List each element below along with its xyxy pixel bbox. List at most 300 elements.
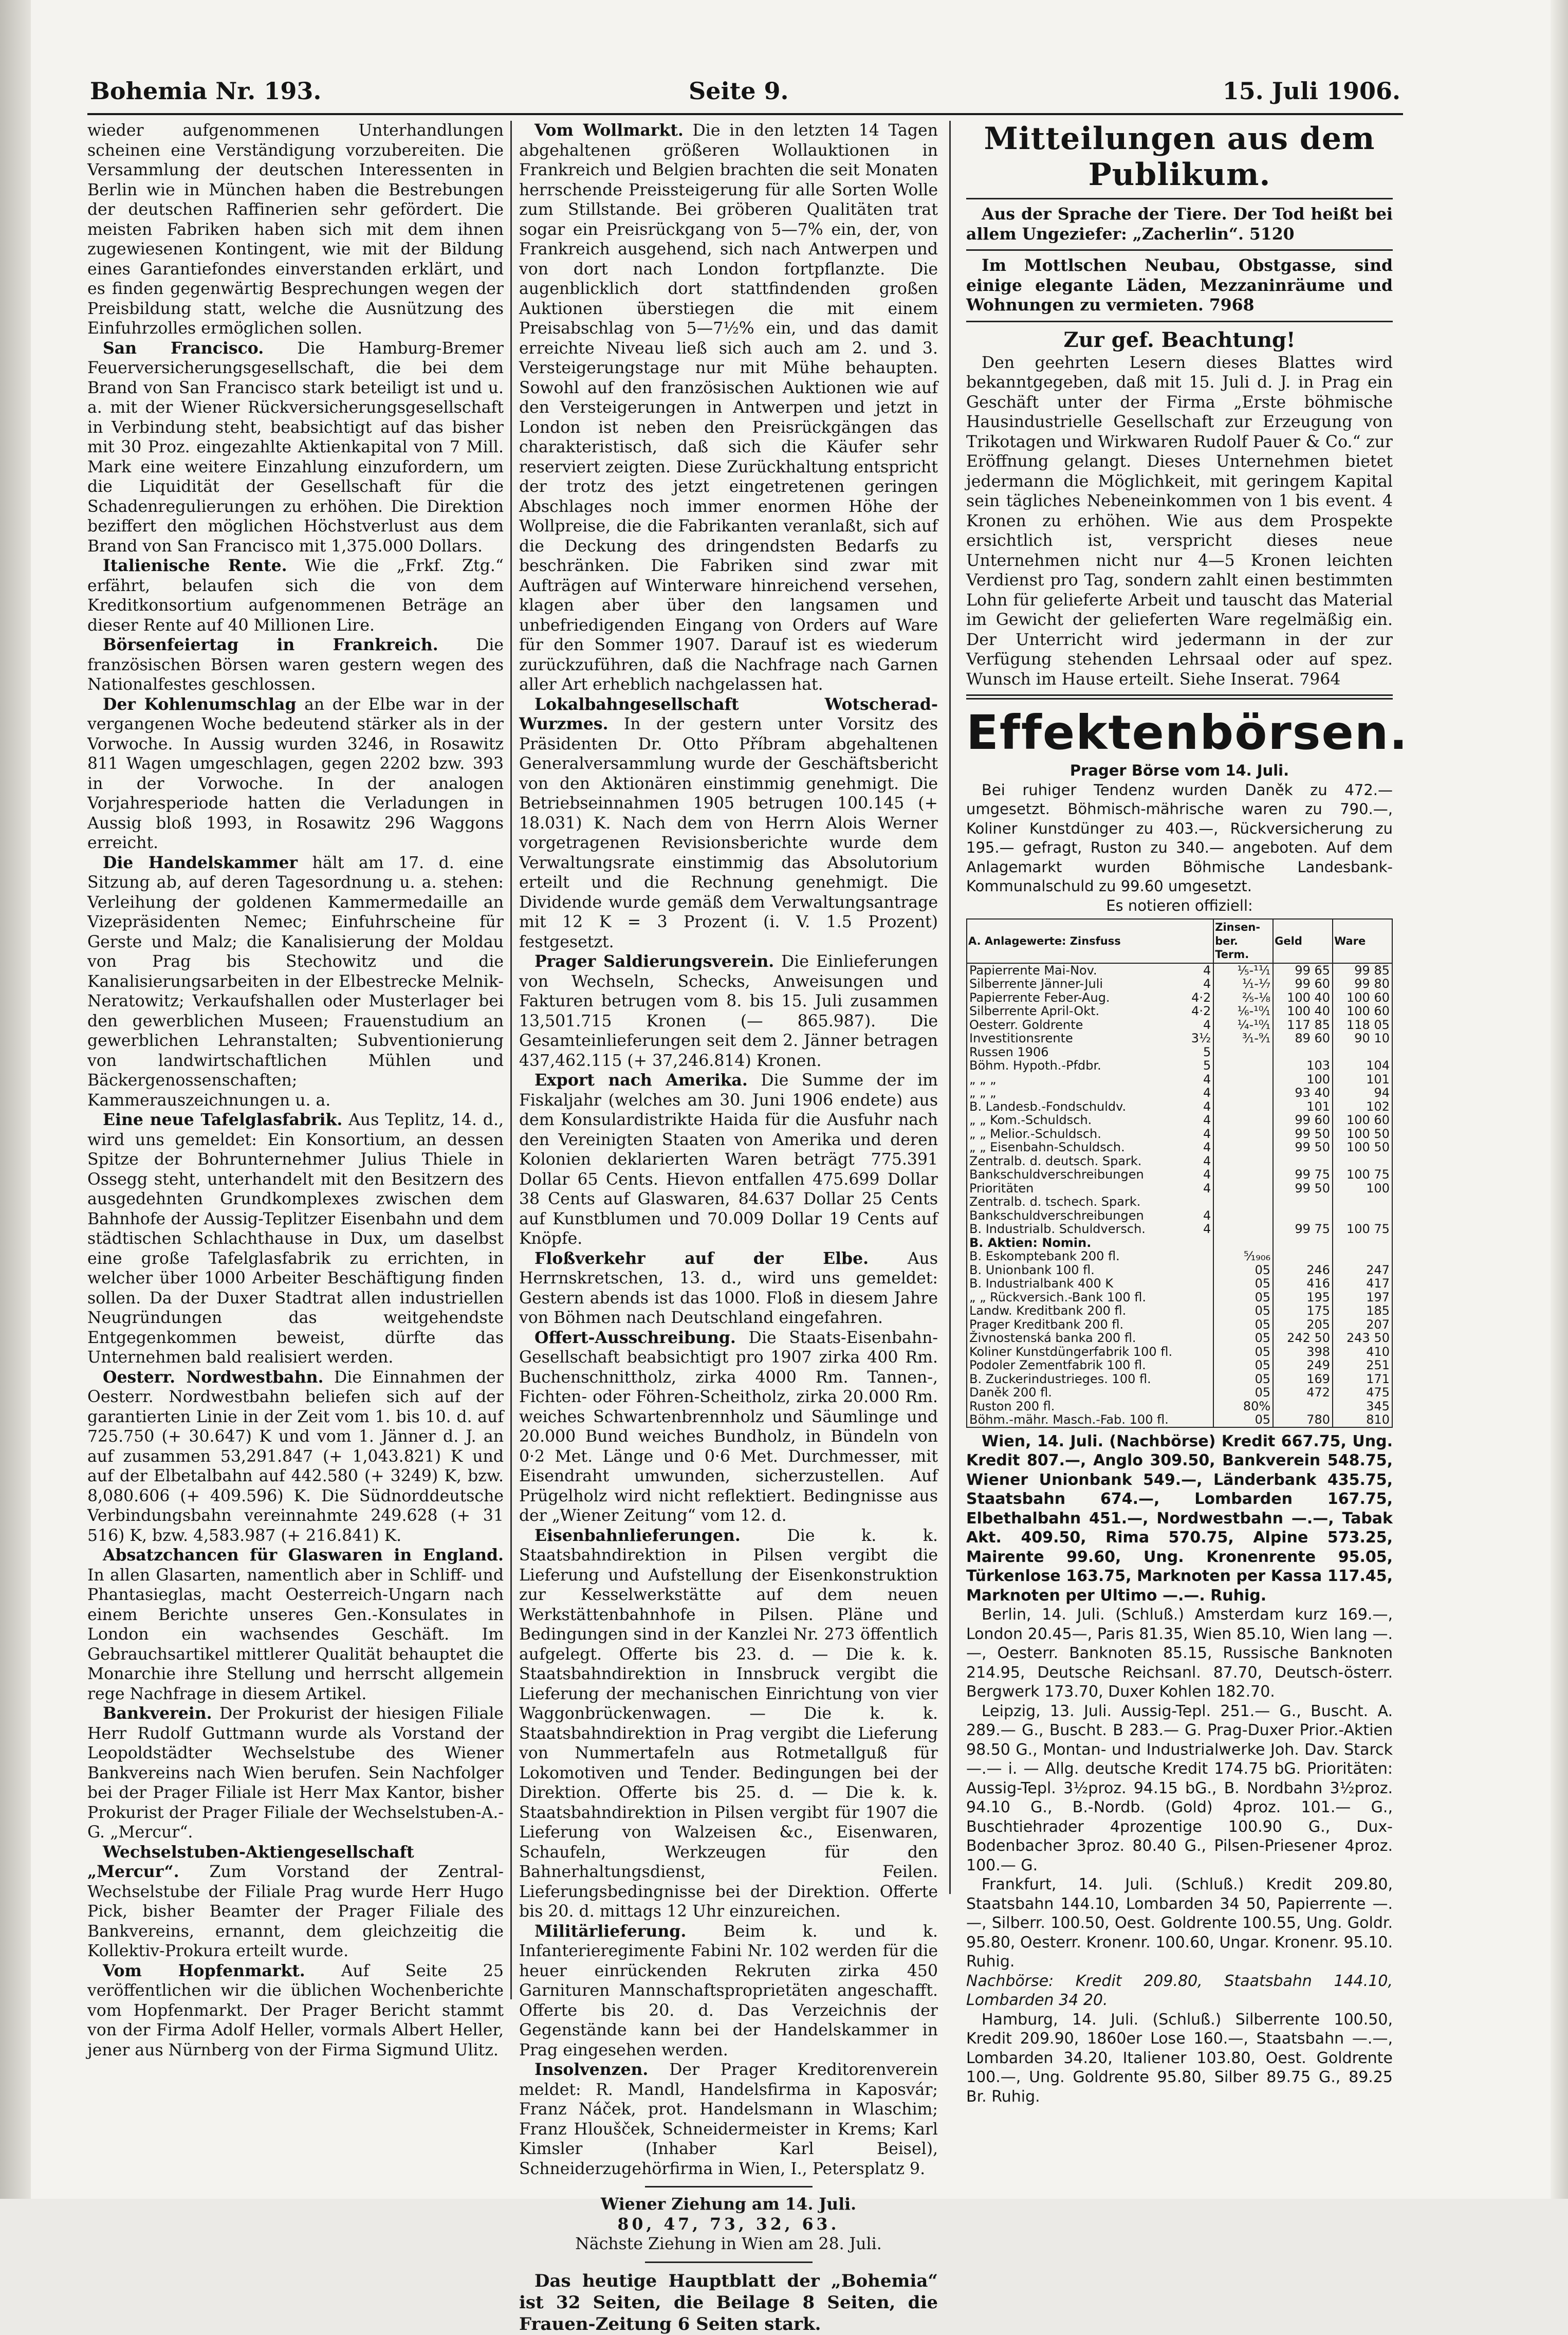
news-item — [519, 952, 938, 1071]
quote-geld: 100 40 — [1273, 991, 1333, 1005]
news-item — [87, 1368, 504, 1546]
quote-interest-rate: 4·2 — [1191, 990, 1211, 1005]
quote-security: „ „ „ — [969, 1086, 997, 1100]
news-item-heading: Börsenfeiertag in Frankreich. — [103, 635, 438, 654]
quote-interest-rate: 4 — [1203, 963, 1211, 978]
quote-security: Böhm. Hypoth.-Pfdbr. — [969, 1058, 1101, 1073]
quote-geld: 101 — [1273, 1100, 1333, 1114]
quote-ware: 94 — [1333, 1086, 1392, 1100]
quote-interest-rate: 4 — [1203, 1072, 1211, 1087]
quote-interest-rate: 4·2 — [1191, 1004, 1211, 1018]
quote-row — [967, 1372, 1392, 1386]
news-item — [519, 1328, 938, 1526]
quote-interest-rate: 4 — [1203, 1086, 1211, 1100]
quote-geld — [1273, 1154, 1333, 1168]
lottery-next: Nächste Ziehung in Wien am 28. Juli. — [575, 2235, 882, 2253]
vienna-exchange-report: Wien, 14. Juli. (Nachbörse) Kredit 667.75, Ung. Kredit 807.—, Anglo 309.50, Bankverein 548.75, Wiener Unionbank 549.—, Länderbank 435.75, Staatsbahn 674.—, Lombarden 167.75, Elbethalbahn 451.—, Nordwestbahn —.—, Tabak Akt. 409.50, Rima 570.75, Alpine 573.25, Mairente 99.60, Ung. Kronenrente 95.05, Türkenlose 163.75, Marknoten per Kassa 117.45, Marknoten per Ultimo —.—. Ruhig. — [966, 1432, 1393, 1605]
quote-geld: 205 — [1273, 1318, 1333, 1332]
quote-geld: 99 75 — [1273, 1222, 1333, 1236]
quote-ware: 810 — [1333, 1413, 1392, 1427]
quote-name — [967, 1358, 1213, 1372]
divider — [966, 198, 1393, 199]
divider — [966, 249, 1393, 251]
quote-row — [967, 1345, 1392, 1359]
news-item-body: hält am 17. d. eine Sitzung ab, auf deren Tagesordnung u. a. stehen: Verleihung der goldenen Kammermedaille an Vizepräsidenten Nemec; Einfuhrscheine für Gerste und Malz; die Kanalisierung der Moldau von Prag bis Stechowitz und die Kanalisierungsarbeiten in der Elbestrecke Melnik-Neratowitz; Verkaufshallen oder Musterlager bei den gewerblichen Museen; Frauenstudium an gewerblichen Lehranstalten; Subventionierung von landwirtschaftlichen Mühlen und Bäckergenossenschaften; Kammerauszeichnungen u. a. — [87, 853, 504, 1110]
quote-term: ³⁄₁-⁹⁄₁ — [1213, 1032, 1273, 1045]
quote-term: ⅕-¹¹⁄₁ — [1213, 963, 1273, 978]
quote-interest-rate: 4 — [1203, 1099, 1211, 1114]
quote-term: 05 — [1213, 1372, 1273, 1386]
ad-mottl-neubau: Im Mottlschen Neubau, Obstgasse, sind einige elegante Läden, Mezzaninräume und Wohnungen zu vermieten. 7968 — [966, 256, 1393, 315]
news-item-body: Die in den letzten 14 Tagen abgehaltenen größeren Wollauktionen in Frankreich und Belgien brachten die seit Monaten herrschende Preissteigerung für alle Sorten Wolle zum Stillstande. Bei gröberen Qualitäten trat sogar ein Preisrückgang von 5—7% ein, der, von Frankreich ausgehend, sich nach Antwerpen und von dort nach London fortpflanzte. Die augenblicklich dort stattfindenden großen Auktionen überstiegen die mit einem Preisabschlag von 5—7½% ein, und das damit erreichte Niveau ließ sich auch am 2. und 3. Versteigerungstage nur mit Mühe behaupten. Sowohl auf den französischen Auktionen wie auf den Versteigerungen in Antwerpen und jetzt in London ist neben den Preisrückgängen das charakteristisch, daß sich die Käufer sehr reserviert zeigten. Diese Zurückhaltung entspricht der trotz des jetzt eingetretenen geringen Abschlages noch immer enormen Höhe der Wollpreise, die die Fabrikanten veranlaßt, sich auf die Deckung des dringendsten Bedarfs zu beschränken. Die Fabriken sind zwar mit Aufträgen auf Winterware hinreichend versehen, klagen aber über den langsamen und unbefriedigenden Eingang von Orders auf Ware für den Sommer 1907. Darauf ist es wiederum zurückzuführen, daß die Nachfrage nach Garnen aller Art erheblich nachgelassen hat. — [519, 121, 938, 694]
quote-ware: 100 60 — [1333, 991, 1392, 1005]
quote-name — [967, 1018, 1213, 1032]
quote-term — [1213, 1168, 1273, 1182]
quote-ware: 247 — [1333, 1263, 1392, 1277]
news-item-body: Die Summe der im Fiskaljahr (welches am 30. Juni 1906 endete) aus dem Konsulardistrikte Haida für die Ausfuhr nach den Vereinigten Staaten von Amerika und deren Kolonien deklarierten Waren beträgt 775.391 Dollar 65 Cents. Hievon entfallen 475.699 Dollar 38 Cents auf Glaswaren, 84.637 Dollar 25 Cents auf Kunstblumen und 70.009 Dollar 19 Cents auf Knöpfe. — [519, 1071, 938, 1248]
quote-geld: 117 85 — [1273, 1018, 1333, 1032]
news-item-body: Die Einnahmen der Oesterr. Nordwestbahn beliefen sich auf der garantierten Linie in der Zeit vom 1. bis 10. d. auf 725.750 (+ 30.647) K und vom 1. Jänner d. J. an auf zusammen 53,291.847 (+ 1,043.821) K und auf der Elbetalbahn auf 442.580 (+ 3249) K, bzw. 8,080.606 (+ 409.596) K. Die Südnorddeutsche Verbindungsbahn vereinnahmte 249.628 (+ 31 516) K, bzw. 4,583.987 (+ 216.841) K. — [87, 1368, 504, 1545]
quote-row — [967, 1249, 1392, 1263]
quote-security: Prager Kreditbank 200 fl. — [969, 1317, 1124, 1332]
quote-name — [967, 1400, 1213, 1413]
prague-exchange-report: Bei ruhiger Tendenz wurden Daněk zu 472.— umgesetzt. Böhmisch-mährische waren zu 790.—, Koliner Kunstdünger zu 403.—, Rückversicherung zu 195.— gefragt, Ruston zu 340.— angeboten. Auf dem Anlagemarkt wurden Böhmische Landesbank-Kommunalschuld zu 99.60 umgesetzt. — [966, 781, 1393, 895]
issue-date: 15. Juli 1906. — [1222, 77, 1400, 105]
quote-geld: 472 — [1273, 1386, 1333, 1400]
news-item-heading: Eisenbahnlieferungen. — [534, 1525, 741, 1545]
quote-geld: 99 50 — [1273, 1182, 1333, 1196]
news-item-heading: Insolvenzen. — [534, 2060, 649, 2079]
quote-security: Böhm.-mähr. Masch.-Fab. 100 fl. — [969, 1412, 1169, 1427]
official-quotes-caption: Es notieren offiziell: — [1106, 896, 1253, 914]
quote-term: 05 — [1213, 1358, 1273, 1372]
quote-name — [967, 1413, 1213, 1427]
quote-ware: 100 — [1333, 1182, 1392, 1196]
quote-ware: 100 60 — [1333, 1113, 1392, 1127]
quote-row — [967, 1182, 1392, 1196]
column-2 — [519, 121, 938, 2334]
quote-geld: 169 — [1273, 1372, 1333, 1386]
quotes-header-ware: Ware — [1333, 919, 1392, 963]
news-item — [519, 1526, 938, 1922]
quote-row — [967, 1209, 1392, 1223]
quote-name — [967, 1045, 1213, 1059]
quote-geld: 100 40 — [1273, 1004, 1333, 1018]
column-divider — [949, 121, 951, 1894]
quote-interest-rate: 4 — [1203, 977, 1211, 991]
header-rule — [87, 113, 1403, 115]
quote-geld: 99 75 — [1273, 1168, 1333, 1182]
quote-term — [1213, 1073, 1273, 1087]
quote-ware — [1333, 1249, 1392, 1263]
quote-name — [967, 1073, 1213, 1087]
news-item — [519, 1922, 938, 2061]
quotes-header-term: Zinsen-ber. Term. — [1213, 919, 1273, 963]
quote-name — [967, 977, 1213, 991]
quote-row — [967, 1222, 1392, 1236]
section-title-effektenboersen: Effektenbörsen. — [966, 705, 1409, 760]
quote-geld: 195 — [1273, 1291, 1333, 1304]
quote-ware: 345 — [1333, 1400, 1392, 1413]
quote-ware: 101 — [1333, 1073, 1392, 1087]
quote-name — [967, 1209, 1213, 1223]
quote-ware: 207 — [1333, 1318, 1392, 1332]
column-3 — [966, 121, 1409, 2106]
quote-name — [967, 963, 1213, 978]
quote-security: Investitionsrente — [969, 1031, 1073, 1045]
quote-name — [967, 991, 1213, 1005]
quote-name — [967, 1345, 1213, 1359]
news-item-body: Zum Vorstand der Zentral-Wechselstube der Filiale Prag wurde Herr Hugo Pick, bisher Beamter der Prager Filiale des Bankvereins, ernannt, dem gleichzeitig die Kollektiv-Prokura erteilt wurde. — [87, 1863, 504, 1960]
quote-security: Podoler Zementfabrik 100 fl. — [969, 1358, 1146, 1372]
news-item — [87, 556, 504, 635]
news-item-body: Wie die „Frkf. Ztg.“ erfährt, belaufen sich die von dem Kreditkonsortium aufgenommenen Beträge an dieser Rente auf 40 Millionen Lire. — [87, 557, 504, 635]
quote-ware: 99 85 — [1333, 963, 1392, 978]
news-item-heading: Offert-Ausschreibung. — [534, 1328, 736, 1347]
quote-term — [1213, 1141, 1273, 1154]
quote-name — [967, 1331, 1213, 1345]
frankfurt-exchange-report: Frankfurt, 14. Juli. (Schluß.) Kredit 209.80, Staatsbahn 144.10, Lombarden 34 50, Papierrente —.—, Silberr. 100.50, Oest. Goldrente 100.55, Ung. Goldr. 95.80, Oesterr. Kronenr. 100.60, Ungar. Kronenr. 95.10. Ruhig. — [966, 1876, 1393, 1971]
news-item — [87, 1843, 504, 1961]
quote-name — [967, 1304, 1213, 1318]
news-item — [87, 853, 504, 1111]
quote-term: ⁵⁄₁₉₀₆ — [1213, 1249, 1273, 1263]
quote-term: ⅙-¹⁰⁄₁ — [1213, 1004, 1273, 1018]
quote-geld — [1273, 1209, 1333, 1223]
news-item-body: Die Staats-Eisenbahn-Gesellschaft beabsichtigt pro 1907 zirka 400 Rm. Buchenschnittholz, zirka 4000 Rm. Tannen-, Fichten- oder Föhren-Scheitholz, zirka 20.000 Rm. weiches Schwartenbrennholz und Säumlinge und 20.000 Bund weiches Bundholz, in Bündeln von 0·2 Met. Länge und 0·6 Met. Durchmesser, mit Eisendraht umwunden, sicherzustellen. Auf Prügelholz wird nicht reflektiert. Bedingnisse aus der „Wiener Zeitung“ vom 12. d. — [519, 1328, 938, 1525]
frankfurt-after-hours: Nachbörse: Kredit 209.80, Staatsbahn 144.10, Lombarden 34 20. — [966, 1972, 1393, 2009]
quote-row — [967, 1331, 1392, 1345]
leipzig-exchange-report: Leipzig, 13. Juli. Aussig-Tepl. 251.— G., Buscht. A. 289.— G., Buscht. B 283.— G. Prag-Duxer Prior.-Aktien 98.50 G., Montan- und Industrialwerke Joh. Dav. Starck —.— i. — Allg. deutsche Kredit 174.75 bG. Prioritäten: Aussig-Tepl. 3½proz. 94.15 bG., B. Nordbahn 3½proz. 94.10 G., B.-Nordb. (Gold) 4proz. 101.— G., Buschtiehrader 4prozentige 100.90 G., Dux-Bodenbacher 3proz. 80.40 G., Pilsen-Priesener 4proz. 100.— G. — [966, 1702, 1393, 1874]
quote-term — [1213, 1209, 1273, 1223]
news-item-heading: Die Handelskammer — [103, 853, 298, 872]
quote-interest-rate: 3½ — [1191, 1031, 1211, 1045]
quote-interest-rate: 5 — [1203, 1044, 1211, 1059]
quote-row — [967, 1045, 1392, 1059]
quote-row — [967, 1195, 1392, 1209]
quote-security: „ „ Kom.-Schuldsch. — [969, 1113, 1092, 1127]
quote-term: ¹⁄₁-⅐ — [1213, 977, 1273, 991]
news-item-heading: San Francisco. — [103, 338, 264, 358]
quote-row — [967, 1127, 1392, 1141]
quote-row — [967, 1113, 1392, 1127]
news-item — [87, 695, 504, 853]
news-item — [519, 1249, 938, 1328]
lottery-title: Wiener Ziehung am 14. Juli. — [600, 2195, 857, 2214]
quote-ware — [1333, 1236, 1392, 1250]
quote-security: Živnostenská banka 200 fl. — [969, 1331, 1136, 1345]
quote-security: Bankschuldverschreibungen — [969, 1167, 1144, 1182]
quote-row — [967, 1318, 1392, 1332]
issue-number: Bohemia Nr. 193. — [90, 77, 322, 105]
quote-name — [967, 1154, 1213, 1168]
quote-ware: 100 50 — [1333, 1127, 1392, 1141]
quote-ware: 102 — [1333, 1100, 1392, 1114]
quote-name — [967, 1318, 1213, 1332]
quote-interest-rate: 4 — [1203, 1153, 1211, 1168]
news-item-heading: Oesterr. Nordwestbahn. — [103, 1367, 324, 1387]
quote-security: „ „ Eisenbahn-Schuldsch. — [969, 1140, 1125, 1154]
quote-name — [967, 1372, 1213, 1386]
news-item — [87, 1704, 504, 1843]
quote-security: Bankschuldverschreibungen — [969, 1208, 1144, 1223]
quote-term — [1213, 1222, 1273, 1236]
divider — [645, 2186, 813, 2187]
quote-interest-rate: 4 — [1203, 1113, 1211, 1127]
news-item-heading: Export nach Amerika. — [534, 1071, 748, 1090]
quote-ware: 118 05 — [1333, 1018, 1392, 1032]
quote-row — [967, 1400, 1392, 1413]
section-title-mitteilungen: Mitteilungen aus dem Publikum. — [984, 121, 1375, 193]
news-item-body: In der gestern unter Vorsitz des Präsidenten Dr. Otto Příbram abgehaltenen Generalversammlung wurde der Geschäftsbericht von den Aktionären einstimmig genehmigt. Die Betriebseinnahmen 1905 betrugen 100.145 (+ 18.031) K. Nach dem von Herrn Alois Werner vorgetragenen Revisionsberichte wurde dem Verwaltungsrate einstimmig das Absolutorium erteilt und die Rechnung genehmigt. Die Dividende wurde gemäß dem Verwaltungsantrage mit 12 K = 3 Prozent (i. V. 1.5 Prozent) festgesetzt. — [519, 715, 938, 951]
quote-interest-rate: 4 — [1203, 1222, 1211, 1236]
news-item-body: Aus Teplitz, 14. d., wird uns gemeldet: Ein Konsortium, an dessen Spitze der Bohrunternehmer Julius Thiele in Ossegg steht, unterhandelt mit den Besitzern des ausgedehnten Grundkomplexes zwischen dem Bahnhofe der Aussig-Teplitzer Eisenbahn und dem städtischen Schlachthause in Dux, um daselbst eine große Tafelglasfabrik zu errichten, in welcher über 1000 Arbeiter Beschäftigung finden sollen. Da der Duxer Stadtrat allen industriellen Neugründungen das weitgehendste Entgegenkommen beweist, dürfte das Unternehmen bald realisiert werden. — [87, 1111, 504, 1367]
quote-interest-rate: 5 — [1203, 1058, 1211, 1073]
quote-term: ¹⁄₄-¹⁰⁄₁ — [1213, 1018, 1273, 1032]
quote-row — [967, 1168, 1392, 1182]
quote-ware: 100 50 — [1333, 1141, 1392, 1154]
quote-geld — [1273, 1400, 1333, 1413]
quote-security: Silberrente Jänner-Juli — [969, 977, 1103, 991]
quote-interest-rate: 4 — [1203, 1017, 1211, 1032]
quote-name — [967, 1168, 1213, 1182]
quote-row — [967, 1004, 1392, 1018]
news-item — [87, 1961, 504, 2061]
quote-row — [967, 1304, 1392, 1318]
quote-geld: 398 — [1273, 1345, 1333, 1359]
quote-security: Silberrente April-Okt. — [969, 1004, 1100, 1018]
quote-interest-rate: 4 — [1203, 1140, 1211, 1154]
quote-ware: 243 50 — [1333, 1331, 1392, 1345]
news-item-heading: Italienische Rente. — [103, 556, 287, 575]
quote-name — [967, 1386, 1213, 1400]
binding-edge — [0, 0, 31, 2199]
page-number: Seite 9. — [689, 77, 789, 105]
quote-row — [967, 1086, 1392, 1100]
quote-name — [967, 1291, 1213, 1304]
quote-term: 05 — [1213, 1345, 1273, 1359]
quote-security: „ „ Melior.-Schuldsch. — [969, 1126, 1101, 1141]
news-item — [87, 1546, 504, 1704]
lottery-numbers: 80, 47, 73, 32, 63. — [617, 2214, 840, 2234]
quote-security: Ruston 200 fl. — [969, 1399, 1055, 1413]
quote-security: Landw. Kreditbank 200 fl. — [969, 1303, 1127, 1318]
quote-security: Papierrente Mai-Nov. — [969, 963, 1097, 978]
news-item-body: wieder aufgenommenen Unterhandlungen scheinen eine Verständigung vorzubereiten. Die Versammlung der deutschen Interessenten in Berlin wie in München haben die Bestrebungen der deutschen Raffinerien sehr gefördert. Die meisten Fabriken haben sich mit dem ihnen zugewiesenen Kontingent, wie mit der Bildung eines Garantiefondes einverstanden erklärt, und es finden gegenwärtig Besprechungen wegen der Preisbildung statt, welche die Ausnützung des Einfuhrzolles ermöglichen sollen. — [87, 121, 504, 338]
quote-ware: 251 — [1333, 1358, 1392, 1372]
quote-term: 05 — [1213, 1386, 1273, 1400]
quote-ware — [1333, 1154, 1392, 1168]
quote-row — [967, 1141, 1392, 1154]
quote-ware: 417 — [1333, 1277, 1392, 1291]
quote-security: B. Unionbank 100 fl. — [969, 1262, 1095, 1277]
quotes-header-geld: Geld — [1273, 919, 1333, 963]
quote-term — [1213, 1045, 1273, 1059]
quote-term: 05 — [1213, 1304, 1273, 1318]
quote-name — [967, 1263, 1213, 1277]
news-item-body: Die französischen Börsen waren gestern wegen des Nationalfestes geschlossen. — [87, 636, 504, 694]
quote-term: 80% — [1213, 1400, 1273, 1413]
news-item — [87, 1110, 504, 1368]
quote-geld: 246 — [1273, 1263, 1333, 1277]
quote-row — [967, 991, 1392, 1005]
quote-term: 05 — [1213, 1263, 1273, 1277]
news-item-heading: Lokalbahngesellschaft Wotscherad-Wurzmes. — [519, 694, 938, 733]
news-item-heading: Militärlieferung. — [534, 1921, 687, 1941]
news-item-heading: Vom Hopfenmarkt. — [103, 1961, 305, 1980]
quote-row — [967, 1100, 1392, 1114]
quote-geld: 175 — [1273, 1304, 1333, 1318]
quote-term: 05 — [1213, 1291, 1273, 1304]
quote-geld: 99 65 — [1273, 963, 1333, 978]
quote-geld: 99 50 — [1273, 1127, 1333, 1141]
quote-name — [967, 1113, 1213, 1127]
quote-term — [1213, 1086, 1273, 1100]
news-item-body: Die Einlieferungen von Wechseln, Schecks, Anweisungen und Fakturen betrugen vom 8. bis 15. Juli zusammen 13,501.715 Kronen (— 865.987). Die Gesamteinlieferungen seit dem 2. Jänner betragen 437,462.115 (+ 37,246.814) Kronen. — [519, 952, 938, 1070]
news-item-body: an der Elbe war in der vergangenen Woche bedeutend stärker als in der Vorwoche. In Aussig wurden 3246, in Rosawitz 811 Wagen umgeschlagen, gegen 2202 bzw. 393 in der Vorwoche. In der analogen Vorjahresperiode hatten die Verladungen in Aussig bloß 1993, in Rosawitz 296 Waggons erreicht. — [87, 695, 504, 852]
news-item-heading: Bankverein. — [103, 1704, 212, 1723]
quote-ware: 171 — [1333, 1372, 1392, 1386]
quote-geld — [1273, 1045, 1333, 1059]
news-item — [87, 121, 504, 339]
quote-ware: 100 75 — [1333, 1168, 1392, 1182]
quote-ware: 104 — [1333, 1059, 1392, 1073]
quote-geld: 103 — [1273, 1059, 1333, 1073]
quote-row — [967, 963, 1392, 978]
quote-geld: 93 40 — [1273, 1086, 1333, 1100]
news-item — [519, 2060, 938, 2179]
quote-row — [967, 1263, 1392, 1277]
quote-security: „ „ Rückversich.-Bank 100 fl. — [969, 1290, 1146, 1304]
quote-geld — [1273, 1236, 1333, 1250]
column-divider — [510, 121, 512, 1999]
quote-security: B. Zuckerindustrieges. 100 fl. — [969, 1371, 1151, 1386]
quote-row — [967, 1018, 1392, 1032]
news-item-body: Die Hamburg-Bremer Feuerversicherungsgesellschaft, die bei dem Brand von San Francisco stark beteiligt ist und u. a. mit der Wiener Rückversicherungsgesellschaft in Verbindung steht, beabsichtigt auf das bisher mit 30 Proz. eingezahlte Aktienkapital von 7 Mill. Mark eine weitere Einzahlung einzufordern, um die Liquidität der Gesellschaft für die Schadenregulierungen zu erhöhen. Die Direktion beziffert den möglichen Höchstverlust aus dem Brand von San Francisco mit 1,375.000 Dollars. — [87, 339, 504, 556]
column-1 — [87, 121, 504, 2060]
quote-ware: 197 — [1333, 1291, 1392, 1304]
quote-geld: 416 — [1273, 1277, 1333, 1291]
quote-row — [967, 1154, 1392, 1168]
divider — [645, 2262, 813, 2263]
quote-term — [1213, 1154, 1273, 1168]
divider — [966, 694, 1393, 700]
quote-interest-rate: 4 — [1203, 1167, 1211, 1182]
quote-geld: 242 50 — [1273, 1331, 1333, 1345]
quote-security: Oesterr. Goldrente — [969, 1017, 1083, 1032]
quote-geld: 99 50 — [1273, 1141, 1333, 1154]
quote-ware — [1333, 1195, 1392, 1209]
quote-name — [967, 1222, 1213, 1236]
quote-geld: 89 60 — [1273, 1032, 1333, 1045]
quote-security: B. Industrialb. Schuldversch. — [969, 1222, 1146, 1236]
news-item — [87, 635, 504, 695]
quote-row — [967, 1291, 1392, 1304]
quote-security: Zentralb. d. tschech. Spark. — [969, 1194, 1141, 1209]
quote-interest-rate: 4 — [1203, 1208, 1211, 1223]
news-item-heading: Absatzchancen für Glaswaren in England. — [103, 1546, 504, 1565]
quote-security: B. Landesb.-Fondschuldv. — [969, 1099, 1127, 1114]
quote-name — [967, 1141, 1213, 1154]
quote-term: 05 — [1213, 1331, 1273, 1345]
quote-name — [967, 1127, 1213, 1141]
prague-exchange-heading: Prager Börse vom 14. Juli. — [1069, 762, 1289, 779]
page-header — [90, 77, 1400, 111]
quote-interest-rate: 4 — [1203, 1126, 1211, 1141]
news-item — [519, 1071, 938, 1249]
divider — [966, 321, 1393, 322]
quote-term: 05 — [1213, 1413, 1273, 1427]
quote-geld: 99 60 — [1273, 1113, 1333, 1127]
hamburg-exchange-report: Hamburg, 14. Juli. (Schluß.) Silberrente 100.50, Kredit 209.90, 1860er Lose 160.—, Staatsbahn —.—, Lombarden 34.20, Italiener 103.80, Oest. Goldrente 100.—, Ung. Goldrente 95.80, Silber 89.75 G., 89.25 Br. Ruhig. — [966, 2010, 1393, 2106]
quote-term — [1213, 1127, 1273, 1141]
quote-name — [967, 1182, 1213, 1196]
quote-security: Prioritäten — [969, 1181, 1034, 1196]
quote-term: 05 — [1213, 1277, 1273, 1291]
news-item-body: In allen Glasarten, namentlich aber in Schliff- und Phantasieglas, macht Oesterreich-Ungarn nach einem Berichte unseres Gen.-Konsulates in London ein wachsendes Geschäft. Im Gebrauchsartikel mittlerer Qualität behauptet die Monarchie ihre Stellung und herrscht allgemein rege Nachfrage in diesem Artikel. — [87, 1566, 504, 1703]
quote-ware: 475 — [1333, 1386, 1392, 1400]
quote-security: B. Aktien: Nomin. — [969, 1235, 1092, 1250]
quote-geld: 100 — [1273, 1073, 1333, 1087]
quote-name — [967, 1032, 1213, 1045]
news-item-heading: Der Kohlenumschlag — [103, 694, 297, 714]
news-item-heading: Eine neue Tafelglasfabrik. — [103, 1110, 343, 1129]
quote-name — [967, 1277, 1213, 1291]
quote-ware: 100 75 — [1333, 1222, 1392, 1236]
quote-row — [967, 1386, 1392, 1400]
quote-name — [967, 1059, 1213, 1073]
page-count-notice: Das heutige Hauptblatt der „Bohemia“ ist 32 Seiten, die Beilage 8 Seiten, die Frauen-Zeitung 6 Seiten stark. — [519, 2270, 938, 2334]
news-item-heading: Wechselstuben-Aktiengesellschaft „Mercur“. — [87, 1842, 414, 1881]
news-item — [519, 121, 938, 695]
quote-ware: 410 — [1333, 1345, 1392, 1359]
page-edge — [1551, 0, 1568, 2199]
quote-geld — [1273, 1195, 1333, 1209]
quote-ware — [1333, 1045, 1392, 1059]
news-item — [519, 695, 938, 952]
quote-interest-rate: 4 — [1203, 1181, 1211, 1196]
quote-geld: 99 60 — [1273, 977, 1333, 991]
quote-security: B. Eskomptebank 200 fl. — [969, 1249, 1120, 1263]
quote-row — [967, 1277, 1392, 1291]
quote-geld: 249 — [1273, 1358, 1333, 1372]
quote-security: Papierrente Feber-Aug. — [969, 990, 1110, 1005]
quote-security: B. Industrialbank 400 K — [969, 1276, 1114, 1291]
quote-term — [1213, 1100, 1273, 1114]
quote-name — [967, 1195, 1213, 1209]
news-item-heading: Prager Saldierungsverein. — [534, 952, 774, 971]
news-item-body: Auf Seite 25 veröffentlichen wir die üblichen Wochenberichte vom Hopfenmarkt. Der Prager Bericht stammt von der Firma Adolf Heller, vormals Albert Heller, jener aus Nürnberg von der Firma Sigmund Ulitz. — [87, 1961, 504, 2060]
quote-name — [967, 1100, 1213, 1114]
quote-security: „ „ „ — [969, 1072, 997, 1087]
notice-text: Den geehrten Lesern dieses Blattes wird bekanntgegeben, daß mit 15. Juli d. J. in Prag ein Geschäft unter der Firma „Erste böhmische Hausindustrielle Gesellschaft zur Erzeugung von Trikotagen und Wirkwaren Rudolf Pauer & Co.“ zur Eröffnung gelangt. Dieses Unternehmen bietet jedermann die Möglichkeit, mit geringem Kapital sein tägliches Nebeneinkommen von 1 bis event. 4 Kronen zu erhöhen. Wie aus dem Prospekte ersichtlich ist, verspricht dieses neue Unternehmen nicht nur 4—5 Kronen leichten Verdienst pro Tag, sondern zahlt einen bestimmten Lohn für gelieferte Arbeit und tauscht das Material im Gewicht der gelieferten Ware regelmäßig ein. Der Unterricht wird jedermann in der zur Verfügung stehenden Lehrsaal oder auf spez. Wunsch im Hause erteilt. Siehe Inserat. 7964 — [966, 353, 1393, 689]
quote-geld — [1273, 1249, 1333, 1263]
quote-term: ⅖-⅛ — [1213, 991, 1273, 1005]
notice-title: Zur gef. Beachtung! — [1063, 327, 1296, 352]
quote-row — [967, 1032, 1392, 1045]
quote-ware: 100 60 — [1333, 1004, 1392, 1018]
quote-geld: 780 — [1273, 1413, 1333, 1427]
securities-quotes-table — [966, 918, 1393, 1428]
quote-term: 05 — [1213, 1318, 1273, 1332]
news-item-body: Die k. k. Staatsbahndirektion in Pilsen vergibt die Lieferung und Aufstellung der Eisenkonstruktion zur Kesselwerkstätte auf dem neuen Werkstättenbahnhofe in Pilsen. Pläne und Bedingungen sind in der Kanzlei Nr. 273 öffentlich aufgelegt. Offerte bis 23. d. — Die k. k. Staatsbahndirektion in Innsbruck vergibt die Lieferung der mechanischen Einrichtung von vier Waggonbrückenwagen. — Die k. k. Staatsbahndirektion in Prag vergibt die Lieferung von Nummertafeln aus Rotmetallguß für Lokomotiven und Tender. Bedingungen bei der Direktion. Offerte bis 25. d. — Die k. k. Staatsbahndirektion in Pilsen vergibt für 1907 die Lieferung von Walzeisen &c., Eisenwaren, Schaufeln, Werkzeugen für den Bahnerhaltungsdienst, Feilen. Lieferungsbedingnisse bei der Direktion. Offerte bis 20. d. mittags 12 Uhr einzureichen. — [519, 1526, 938, 1921]
quote-security: Daněk 200 fl. — [969, 1385, 1052, 1400]
quote-row — [967, 1358, 1392, 1372]
quote-term — [1213, 1182, 1273, 1196]
news-item-body: Der Prokurist der hiesigen Filiale Herr Rudolf Guttmann wurde als Vorstand der Leopoldstädter Wechselstube des Wiener Bankvereins nach Wien berufen. Sein Nachfolger bei der Prager Filiale ist Herr Max Kantor, bisher Prokurist der Prager Filiale der Wechselstuben-A.-G. „Mercur“. — [87, 1704, 504, 1842]
news-item-heading: Floßverkehr auf der Elbe. — [534, 1248, 869, 1268]
quote-name — [967, 1236, 1213, 1250]
